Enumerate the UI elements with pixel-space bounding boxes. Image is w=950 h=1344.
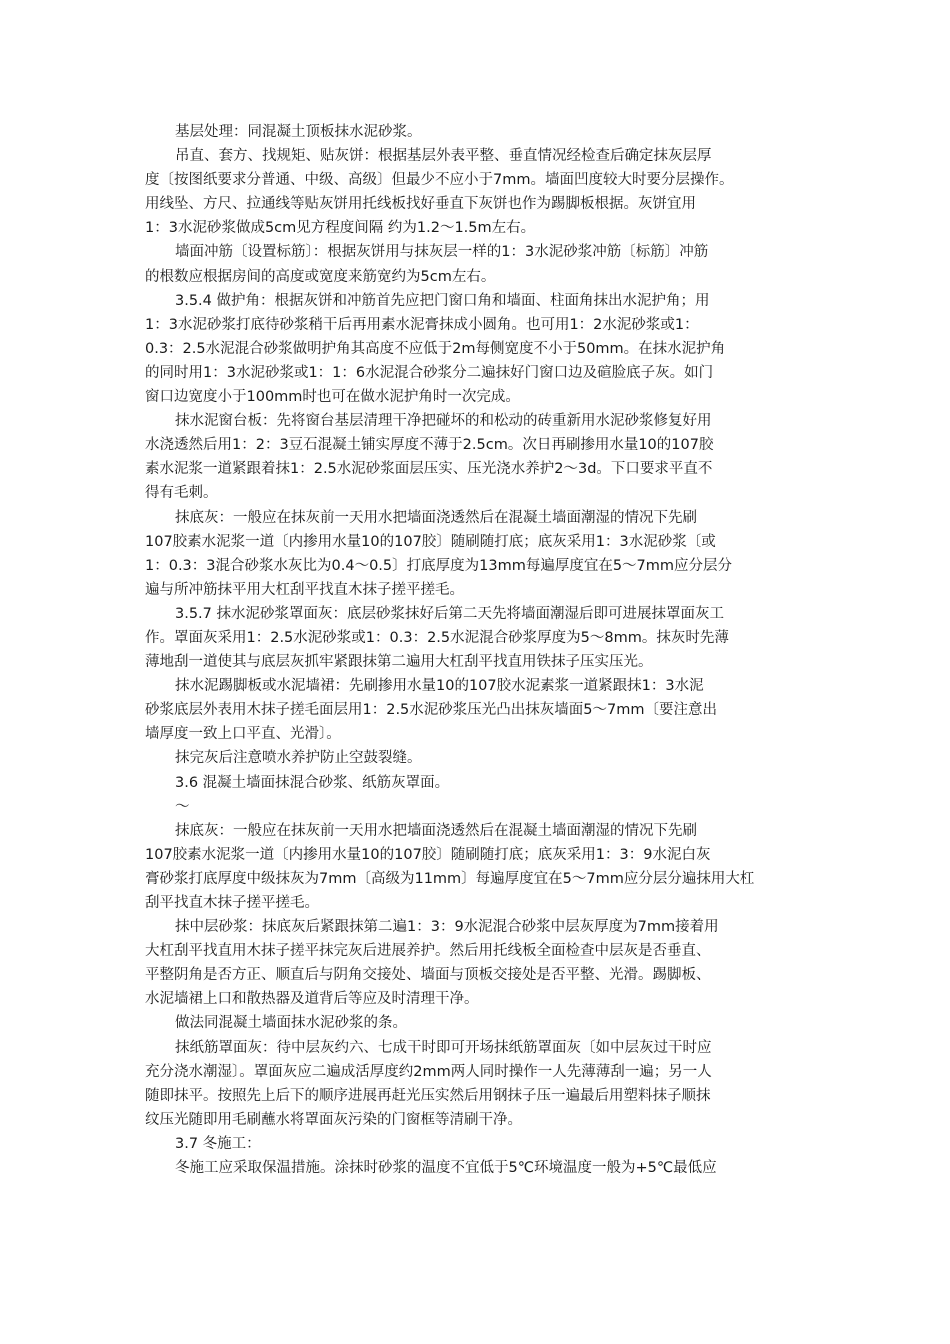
- text-line: 纹压光随即用毛刷蘸水将罩面灰污染的门窗框等清刷干净。: [145, 1111, 522, 1128]
- text-line: 薄地刮一道使其与底层灰抓牢紧跟抹第二遍用大杠刮平找直用铁抹子压实压光。: [145, 654, 653, 671]
- text-line: 3.7 冬施工：: [175, 1135, 261, 1152]
- text-line: 抹水泥踢脚板或水泥墙裙：先刷掺用水量10的107胶水泥素浆一道紧跟抹1：3水泥: [175, 678, 704, 695]
- text-line: 吊直、套方、找规矩、贴灰饼：根据基层外表平整、垂直情况经检查后确定抹灰层厚: [175, 148, 712, 165]
- text-line: 抹完灰后注意喷水养护防止空鼓裂缝。: [175, 750, 422, 767]
- text-line: 基层处理：同混凝土顶板抹水泥砂浆。: [175, 124, 422, 140]
- text-line: 墙厚度一致上口平直、光滑〕。: [145, 726, 341, 743]
- document-body: [145, 120, 815, 1180]
- text-line: 膏砂浆打底厚度中级抹灰为7mm〔高级为11mm〕每遍厚度宜在5～7mm应分层分遍抹用大杠: [145, 870, 755, 887]
- text-line: 3.5.7 抹水泥砂浆罩面灰：底层砂浆抹好后第二天先将墙面潮湿后即可进展抹罩面灰工: [175, 605, 725, 622]
- text-line: 平整阴角是否方正、顺直后与阴角交接处、墙面与顶板交接处是否平整、光滑。踢脚板、: [145, 967, 711, 984]
- text-line: 用线坠、方尺、拉通线等贴灰饼用托线板找好垂直下灰饼也作为踢脚板根据。灰饼宜用: [145, 196, 696, 213]
- text-line: 素水泥浆一道紧跟着抹1：2.5水泥砂浆面层压实、压光浇水养护2～3d。下口要求平直不: [145, 461, 713, 478]
- text-line: 墙面冲筋〔设置标筋〕：根据灰饼用与抹灰层一样的1：3水泥砂浆冲筋〔标筋〕冲筋: [175, 244, 709, 261]
- text-line: ～: [175, 798, 190, 815]
- text-line: 水泥墙裙上口和散热器及道背后等应及时清理干净。: [145, 991, 479, 1008]
- text-line: 水浇透然后用1：2：3豆石混凝土铺实厚度不薄于2.5cm。次日再刷掺用水量10的107胶: [145, 437, 714, 454]
- text-line: 随即抹平。按照先上后下的顺序进展再赶光压实然后用钢抹子压一遍最后用塑料抹子顺抹: [145, 1087, 711, 1104]
- text-line: 1：0.3：3混合砂浆水灰比为0.4～0.5〕打底厚度为13mm每遍厚度宜在5～7mm应分层分: [145, 557, 733, 574]
- text-line: 遍与所冲筋抹平用大杠刮平找直木抹子搓平搓毛。: [145, 581, 464, 598]
- text-line: 抹底灰：一般应在抹灰前一天用水把墙面浇透然后在混凝土墙面潮湿的情况下先刷: [175, 822, 697, 839]
- text-line: 3.5.4 做护角：根据灰饼和冲筋首先应把门窗口角和墙面、柱面角抹出水泥护角；用: [175, 292, 710, 309]
- text-line: 抹底灰：一般应在抹灰前一天用水把墙面浇透然后在混凝土墙面潮湿的情况下先刷: [175, 509, 697, 526]
- text-line: 107胶素水泥浆一道〔内掺用水量10的107胶〕随刷随打底；底灰采用1：3：9水泥白灰: [145, 846, 711, 863]
- text-line: 1：3水泥砂浆打底待砂浆稍干后再用素水泥膏抹成小圆角。也可用1：2水泥砂浆或1：: [145, 316, 699, 333]
- text-line: 充分浇水潮湿〕。罩面灰应二遍成活厚度约2mm两人同时操作一人先薄薄刮一遍；另一人: [145, 1063, 712, 1080]
- text-line: 做法同混凝土墙面抹水泥砂浆的条。: [175, 1015, 407, 1032]
- text-line: 的同时用1：3水泥砂浆或1：1：6水泥混合砂浆分二遍抹好门窗口边及碹脸底子灰。如门: [145, 364, 714, 381]
- text-line: 度〔按图纸要求分普通、中级、高级〕但最少不应小于7mm。墙面凹度较大时要分层操作。: [145, 172, 734, 189]
- text-line: 抹中层砂浆：抹底灰后紧跟抹第二遍1：3：9水泥混合砂浆中层灰厚度为7mm接着用: [175, 919, 719, 936]
- text-line: 砂浆底层外表用木抹子搓毛面层用1：2.5水泥砂浆压光凸出抹灰墙面5～7mm〔要注意出: [145, 702, 717, 719]
- text-line: 冬施工应采取保温措施。涂抹时砂浆的温度不宜低于5℃环境温度一般为+5℃最低应: [175, 1160, 717, 1177]
- text-line: 刮平找直木抹子搓平搓毛。: [145, 895, 319, 911]
- text-line: 抹纸筋罩面灰：待中层灰约六、七成干时即可开场抹纸筋罩面灰〔如中层灰过干时应: [175, 1039, 712, 1056]
- text-line: 窗口边宽度小于100mm时也可在做水泥护角时一次完成。: [145, 389, 520, 406]
- text-line: 作。罩面灰采用1：2.5水泥砂浆或1：0.3：2.5水泥混合砂浆厚度为5～8mm。抹灰时先薄: [145, 629, 729, 646]
- text-line: 107胶素水泥浆一道〔内掺用水量10的107胶〕随刷随打底；底灰采用1：3水泥砂浆〔或: [145, 533, 716, 550]
- text-line: 1：3水泥砂浆做成5cm见方程度间隔 约为1.2～1.5m左右。: [145, 220, 536, 237]
- text-line: 的根数应根据房间的高度或宽度来筋宽约为5cm左右。: [145, 268, 496, 285]
- text-line: 抹水泥窗台板：先将窗台基层清理干净把碰坏的和松动的砖重新用水泥砂浆修复好用: [175, 413, 712, 430]
- text-line: 得有毛刺。: [145, 485, 218, 502]
- text-line: 大杠刮平找直用木抹子搓平抹完灰后进展养护。然后用托线板全面检查中层灰是否垂直、: [145, 943, 711, 960]
- text-line: 0.3：2.5水泥混合砂浆做明护角其高度不应低于2m每侧宽度不小于50mm。在抹水泥护角: [145, 340, 726, 357]
- text-line: 3.6 混凝土墙面抹混合砂浆、纸筋灰罩面。: [175, 774, 450, 791]
